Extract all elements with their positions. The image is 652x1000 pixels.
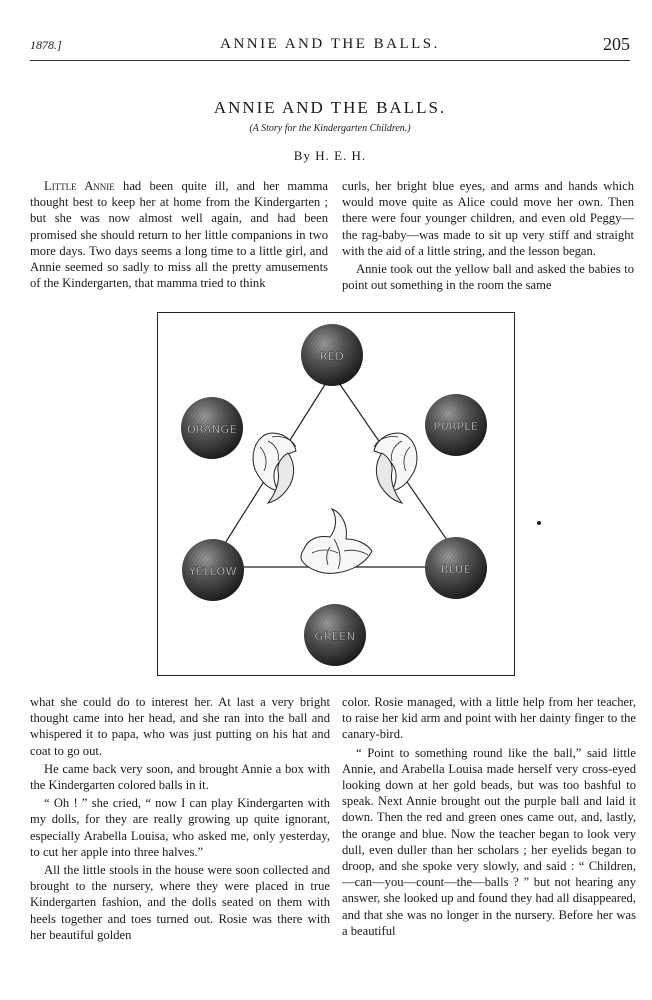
paragraph	[30, 178, 328, 291]
ball-label-purple: PURPLE	[433, 420, 479, 433]
balls-illustration	[157, 312, 515, 676]
ball-label-red: RED	[319, 350, 345, 363]
ball-green	[304, 604, 366, 666]
column-bottom-left	[30, 694, 330, 943]
ball-label-blue: BLUE	[440, 563, 472, 576]
column-bottom-right	[342, 694, 636, 939]
shell-bottom	[301, 509, 372, 573]
shell-left	[253, 433, 296, 503]
paragraph: color. Rosie managed, with a little help from her teacher, to raise her kid arm and point with her dainty finger to the canary-bird.	[342, 695, 636, 742]
article-title: ANNIE AND THE BALLS.	[213, 98, 447, 117]
paragraph: curls, her bright blue eyes, and arms and hands which would move quite as Alice could move her own. Then there were four younger children, and even old Peggy—the rag-baby—was made to sit up very stiff and straight with the aid of a little string, and the lesson began.	[342, 179, 634, 258]
paragraph: “ Oh ! ” she cried, “ now I can play Kindergarten with my dolls, for they are really growing up quite ignorant, especially Arabella Louisa, who asked me, only yesterday, to cut her apple into three halves.”	[30, 796, 330, 859]
illustration-drawing	[158, 313, 514, 675]
paragraph: Annie took out the yellow ball and asked the babies to point out something in the room the same	[342, 262, 634, 293]
ball-blue	[425, 537, 487, 599]
ball-label-yellow: YELLOW	[188, 565, 238, 578]
opening-small-caps: Little Annie	[44, 179, 115, 193]
article-subtitle: (A Story for the Kindergarten Children.)	[249, 123, 411, 134]
ball-label-orange: ORANGE	[186, 423, 238, 436]
paragraph: “ Point to something round like the ball,” said little Annie, and Arabella Louisa made herself very cross-eyed looking down at her gold beads, but was too bashful to speak. Next Annie brought out the purple ball and laid it down. Then the red and green ones came out, and, lastly, the orange and blue. Now the teacher began to look very dull, even duller than her scholars ; her eyelids began to droop, and she spoke very slowly, and said : “ Children,—can—you—count—the—balls ? ” but not hearing any answer, she looked up and found they had all disappeared, and that she was no longer in the nursery. Before her was a beautiful	[342, 745, 636, 938]
running-head-year: 1878.]	[30, 38, 62, 52]
article-byline: By H. E. H.	[293, 148, 367, 163]
shell-right	[374, 433, 417, 503]
ball-purple	[425, 394, 487, 456]
ball-label-green: GREEN	[314, 630, 356, 643]
running-head	[30, 34, 630, 56]
header-rule	[30, 60, 630, 61]
page-number: 205	[603, 34, 630, 54]
print-speck	[537, 521, 541, 525]
paragraph: All the little stools in the house were soon collected and brought to the nursery, where they were placed in true Kindergarten fashion, and the dolls seated on them with heels together and toes turned out. Rosie was there with her beautiful golden	[30, 863, 330, 942]
ball-red	[301, 324, 363, 386]
ball-orange	[181, 397, 243, 459]
running-head-title: ANNIE AND THE BALLS.	[220, 36, 440, 52]
paragraph: He came back very soon, and brought Annie a box with the Kindergarten colored balls in it.	[30, 761, 330, 793]
paragraph: what she could do to interest her. At last a very bright thought came into her head, and she ran into the ball and whispered it to papa, who was just putting on his hat and coat to go out.	[30, 695, 330, 758]
paragraph-text: had been quite ill, and her mamma thought best to keep her at home from the Kindergarten ; but she was now almost well again, and had been promised she should return to her little companions in two more days. Two days seems a long time to a little girl, and Annie seemed so sadly to miss all the pretty amusements of the Kindergarten, that mamma tried to think	[30, 179, 328, 291]
column-top-right	[342, 178, 634, 293]
ball-yellow	[182, 539, 244, 601]
column-top-left	[30, 178, 328, 291]
